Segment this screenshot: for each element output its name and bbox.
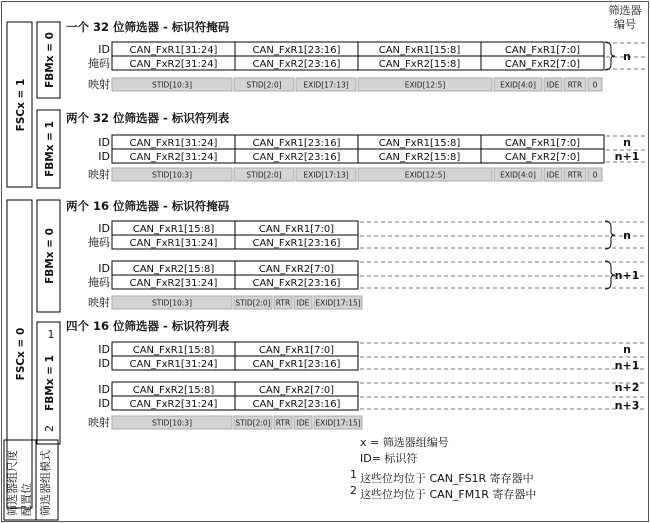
register-cell: CAN_FxR2[23:16]: [252, 59, 341, 70]
header-line2: 编号: [614, 18, 636, 31]
register-cell: CAN_FxR2[15:8]: [378, 59, 461, 70]
map-field-label: RTR: [275, 298, 291, 308]
filter-number: n+1: [614, 359, 640, 372]
register-cell: CAN_FxR2[7:0]: [504, 152, 581, 163]
register-cell: CAN_FxR1[7:0]: [504, 138, 581, 149]
row-label: ID: [98, 150, 110, 163]
fbm1-label-bottom: FBMx = 1: [44, 355, 56, 411]
row-label: ID: [98, 262, 110, 275]
legend-note1: 这些位均位于 CAN_FS1R 寄存器中: [360, 472, 534, 485]
map-field-label: IDE: [546, 170, 560, 180]
brace: [605, 221, 615, 249]
map-field-label: IDE: [296, 298, 310, 308]
register-cell: CAN_FxR1[15:8]: [132, 224, 215, 235]
register-cell: CAN_FxR2[23:16]: [252, 278, 341, 289]
row-label: ID: [98, 136, 110, 149]
legend-note2: 这些位均位于 CAN_FM1R 寄存器中: [360, 488, 537, 501]
section-title: 两个 16 位筛选器 - 标识符掩码: [66, 199, 230, 213]
row-label: ID: [98, 397, 110, 410]
filter-number: n: [623, 50, 631, 63]
map-field-label: STID[10:3]: [151, 170, 193, 180]
register-cell: CAN_FxR2[7:0]: [258, 264, 335, 275]
register-cell: CAN_FxR1[31:24]: [129, 359, 218, 370]
brace: [605, 261, 615, 289]
register-cell: CAN_FxR1[7:0]: [504, 45, 581, 56]
map-field-label: EXID[4:0]: [500, 80, 536, 90]
fbm-mode-sup: 2: [43, 425, 56, 432]
register-cell: CAN_FxR2[31:24]: [129, 278, 218, 289]
section-title: 四个 16 位筛选器 - 标识符列表: [66, 319, 230, 333]
register-cell: CAN_FxR1[23:16]: [252, 359, 341, 370]
map-label: 映射: [88, 416, 110, 429]
filter-number: n+3: [614, 399, 640, 412]
row-label: ID: [98, 343, 110, 356]
register-cell: CAN_FxR1[23:16]: [252, 45, 341, 56]
map-field-label: IDE: [296, 418, 310, 428]
fbm0-label-top: FBMx = 0: [44, 32, 56, 88]
filter-number: n: [623, 343, 631, 356]
register-cell: CAN_FxR2[31:24]: [129, 152, 218, 163]
row-label: ID: [98, 43, 110, 56]
brace: [605, 42, 615, 70]
row-label: ID: [98, 357, 110, 370]
register-cell: CAN_FxR1[7:0]: [258, 224, 335, 235]
filter-number: n+1: [614, 150, 640, 163]
register-cell: CAN_FxR1[23:16]: [252, 238, 341, 249]
map-field-label: EXID[12:5]: [404, 170, 446, 180]
register-cell: CAN_FxR1[31:24]: [129, 45, 218, 56]
map-field-label: EXID[17:13]: [303, 170, 349, 180]
register-cell: CAN_FxR2[7:0]: [258, 385, 335, 396]
fsc1-label: FSCx = 1: [15, 78, 27, 132]
legend-id: ID= 标识符: [360, 452, 418, 465]
fsc-config-line2: 配置位: [20, 483, 33, 516]
filter-number: n+2: [614, 381, 640, 394]
map-field-label: STID[10:3]: [151, 418, 193, 428]
fbm-mode-label: 筛选器组模式: [39, 450, 52, 516]
map-field-label: EXID[17:13]: [303, 80, 349, 90]
map-field-label: EXID[17:15]: [315, 418, 361, 428]
legend-x: x = 筛选器组编号: [360, 436, 449, 449]
register-cell: CAN_FxR2[7:0]: [504, 59, 581, 70]
map-field-label: EXID[17:15]: [315, 298, 361, 308]
map-field-label: RTR: [567, 170, 583, 180]
fbm1-sup: 1: [47, 328, 55, 341]
filter-number: n: [623, 229, 631, 242]
register-cell: CAN_FxR2[15:8]: [132, 264, 215, 275]
filter-sections: [66, 20, 645, 429]
map-field-label: STID[2:0]: [246, 170, 282, 180]
section-title: 一个 32 位筛选器 - 标识符掩码: [66, 20, 230, 34]
map-field-label: RTR: [275, 418, 291, 428]
row-label: ID: [98, 383, 110, 396]
register-cell: CAN_FxR1[15:8]: [378, 138, 461, 149]
map-field-label: EXID[4:0]: [500, 170, 536, 180]
fsc0-label: FSCx = 0: [15, 327, 27, 381]
register-cell: CAN_FxR1[15:8]: [132, 345, 215, 356]
map-label: 映射: [88, 78, 110, 91]
filter-number: n+1: [614, 269, 640, 282]
map-field-label: 0: [592, 170, 598, 180]
map-field-label: STID[2:0]: [235, 418, 271, 428]
section-title: 两个 32 位筛选器 - 标识符列表: [66, 111, 230, 125]
map-field-label: STID[2:0]: [246, 80, 282, 90]
map-field-label: STID[2:0]: [235, 298, 271, 308]
legend-note1-sup: 1: [350, 468, 357, 481]
register-cell: CAN_FxR2[15:8]: [378, 152, 461, 163]
map-label: 映射: [88, 296, 110, 309]
fbm0-label-bottom: FBMx = 0: [44, 228, 56, 284]
map-field-label: STID[10:3]: [151, 80, 193, 90]
row-label: 掩码: [88, 57, 110, 70]
register-cell: CAN_FxR2[15:8]: [132, 385, 215, 396]
register-cell: CAN_FxR1[31:24]: [129, 138, 218, 149]
legend-note2-sup: 2: [350, 484, 357, 497]
filter-number: n: [623, 136, 631, 149]
header-line1: 筛选器: [608, 4, 642, 17]
register-cell: CAN_FxR2[31:24]: [129, 59, 218, 70]
fsc-config-line1: 筛选器组尺度: [6, 450, 19, 516]
fbm1-label-top: FBMx = 1: [44, 121, 56, 177]
map-field-label: IDE: [546, 80, 560, 90]
row-label: 掩码: [88, 236, 110, 249]
map-label: 映射: [88, 168, 110, 181]
register-cell: CAN_FxR1[31:24]: [129, 238, 218, 249]
register-cell: CAN_FxR2[23:16]: [252, 152, 341, 163]
register-cell: CAN_FxR2[31:24]: [129, 399, 218, 410]
row-label: 掩码: [88, 276, 110, 289]
register-cell: CAN_FxR2[23:16]: [252, 399, 341, 410]
map-field-label: STID[10:3]: [151, 298, 193, 308]
register-cell: CAN_FxR1[15:8]: [378, 45, 461, 56]
register-cell: CAN_FxR1[7:0]: [258, 345, 335, 356]
map-field-label: 0: [592, 80, 598, 90]
register-cell: CAN_FxR1[23:16]: [252, 138, 341, 149]
map-field-label: RTR: [567, 80, 583, 90]
map-field-label: EXID[12:5]: [404, 80, 446, 90]
row-label: ID: [98, 222, 110, 235]
